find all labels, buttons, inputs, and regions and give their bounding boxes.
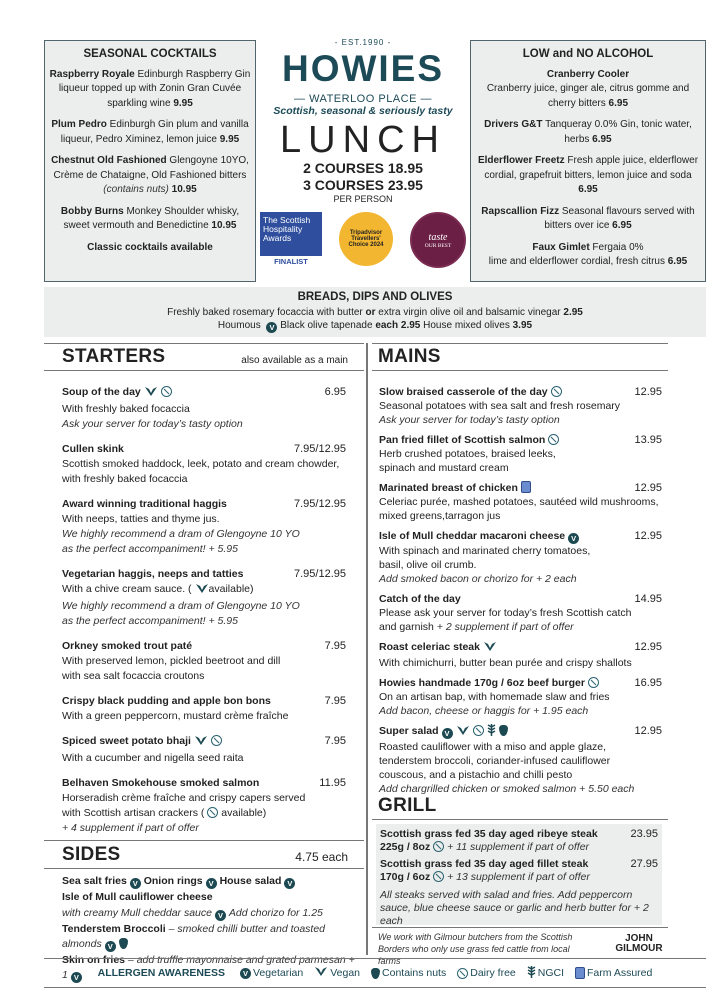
farm-assured-icon — [521, 481, 531, 493]
dish-name: Marinated breast of chicken — [379, 481, 531, 495]
bold-text: Raspberry Royale — [49, 68, 135, 80]
bold-text: 9.95 — [219, 133, 240, 145]
menu-item — [379, 433, 662, 475]
text: available) — [208, 583, 254, 595]
italic-text: Ask your server for today’s tasty option — [379, 414, 560, 426]
section-subtitle: also available as a main — [241, 355, 348, 366]
italic-text: with creamy Mull cheddar sauce — [62, 907, 212, 919]
italic-text: We highly recommend a dram of Glengoyne 10 YO — [62, 600, 300, 612]
seasonal-cocktails-panel — [44, 40, 256, 282]
menu-line — [475, 154, 701, 198]
italic-text: Ask your server for today’s tasty option — [62, 418, 243, 430]
menu-item — [62, 567, 346, 629]
brand-logo: HOWIES — [281, 48, 445, 89]
dish-description — [379, 704, 662, 718]
menu-line — [49, 154, 251, 198]
bold-text: or — [365, 307, 376, 318]
menu-item — [379, 592, 662, 634]
text: with sea salt focaccia croutons — [62, 670, 205, 682]
dairy-free-icon — [473, 725, 484, 736]
bold-text: Cranberry Cooler — [546, 68, 630, 80]
text: Black olive tapenade — [277, 320, 376, 331]
dish-name: Isle of Mull cheddar macaroni cheese V — [379, 529, 579, 544]
bold-text: 9.95 — [173, 97, 193, 109]
legend-label: Vegetarian — [253, 967, 304, 979]
text: Edinburgh Raspberry Gin liqueur topped up with Zonin Gran Cuvée sparkling wine — [58, 68, 251, 109]
dish-description — [62, 751, 346, 766]
legend-label: Farm Assured — [587, 967, 653, 979]
tripadvisor-text: Tripadvisor Travellers' Choice 2024 — [348, 230, 384, 248]
two-course-price: 2 COURSES 18.95 — [303, 160, 423, 176]
dish-name: Howies handmade 170g / 6oz beef burger — [379, 676, 599, 690]
vegetarian-icon: V — [284, 878, 295, 889]
tripadvisor-badge — [339, 212, 393, 266]
vegetarian-icon: V — [130, 878, 141, 889]
bold-text: Elderflower Freetz — [477, 155, 565, 166]
grill-item — [380, 858, 658, 884]
bold-text: 10.95 — [171, 184, 197, 195]
menu-item — [379, 481, 662, 523]
bold-text: Classic cocktails available — [87, 241, 213, 253]
vegetarian-icon: V — [71, 972, 82, 983]
bold-text: 170g / 6oz — [380, 871, 431, 883]
menu-item — [379, 676, 662, 718]
breads-panel — [44, 287, 706, 337]
legend-label: Dairy free — [470, 967, 516, 979]
dish-description — [379, 399, 662, 413]
text: available) — [218, 807, 267, 819]
text: With freshly baked focaccia — [62, 403, 190, 415]
menu-item — [379, 640, 662, 670]
dish-name: Spiced sweet potato bhaji — [62, 734, 222, 751]
tagline: Scottish, seasonal & seriously tasty — [273, 105, 453, 117]
italic-text: Add chargrilled chicken or smoked salmon + 5.50 each — [379, 783, 635, 795]
grill-note — [380, 889, 658, 928]
starters-heading — [44, 343, 364, 371]
dish-name: Roast celeriac steak — [379, 640, 497, 656]
italic-text: All steaks served with salad and fries. Add peppercorn sauce, blue cheese sauce or garlic and herb butter for + 2 each — [380, 889, 649, 927]
menu-item — [379, 724, 662, 796]
menu-item — [62, 639, 346, 684]
dish-price: 7.95 — [324, 695, 346, 707]
menu-item — [62, 734, 346, 766]
text: Tanqueray 0.0% Gin, tonic water, herbs — [542, 119, 692, 145]
dairy-free-icon — [207, 807, 218, 818]
text: Seasonal flavours served with bitters over ice — [544, 205, 695, 231]
section-title: SIDES — [62, 844, 121, 865]
farm-assured-icon — [575, 967, 585, 979]
text: With chimichurri, butter bean purée and crispy shallots — [379, 657, 632, 669]
dish-price: 6.95 — [324, 386, 346, 398]
dairy-free-icon — [551, 386, 562, 397]
text: With neeps, tatties and thyme jus. — [62, 513, 220, 525]
dish-name: Scottish grass fed 35 day aged ribeye steak — [380, 828, 598, 840]
vegetarian-icon: V — [266, 322, 277, 333]
text: with freshly baked focaccia — [62, 473, 188, 485]
text: couscous, and a pistachio and chilli pesto — [379, 769, 573, 781]
dish-description — [62, 512, 346, 527]
three-course-price: 3 COURSES 23.95 — [303, 177, 423, 193]
dish-description — [379, 620, 662, 634]
bold-text: Isle of Mull cauliflower cheese — [62, 891, 213, 903]
dish-name: Scottish grass fed 35 day aged fillet steak — [380, 858, 589, 870]
dish-name: Soup of the day — [62, 385, 172, 402]
dish-price: 12.95 — [634, 530, 662, 542]
menu-item — [379, 529, 662, 586]
dish-price: 27.95 — [630, 858, 658, 870]
vegetarian-icon: V — [442, 728, 453, 739]
menu-line — [49, 241, 251, 256]
dish-description — [379, 656, 662, 670]
text: lime and elderflower cordial, fresh citrus — [488, 256, 668, 267]
text: With preserved lemon, pickled beetroot and dill — [62, 655, 281, 667]
legend-label: Contains nuts — [382, 967, 447, 979]
sides-heading — [44, 840, 364, 869]
text: basil, olive oil crumb. — [379, 559, 477, 571]
dish-description — [379, 754, 662, 768]
dish-price: 13.95 — [634, 434, 662, 446]
section-title: STARTERS — [62, 346, 166, 367]
bold-text: Sea salt fries — [62, 875, 127, 887]
italic-text: as the perfect accompaniment! + 5.95 — [62, 543, 238, 555]
taste-sub: OUR BEST — [424, 242, 452, 249]
italic-text: (contains nuts) — [103, 184, 169, 195]
menu-item — [62, 442, 346, 487]
dish-name: Super salad V — [379, 724, 508, 740]
legend-item — [524, 966, 564, 981]
menu-line — [62, 890, 362, 905]
menu-item — [379, 385, 662, 427]
grill-panel — [376, 824, 662, 925]
text: spinach and mustard cream — [379, 462, 509, 474]
nut-icon — [371, 968, 380, 979]
vegetarian-icon: V — [240, 968, 251, 979]
dish-name: Crispy black pudding and apple bon bons — [62, 695, 271, 707]
dish-name: Slow braised casserole of the day — [379, 385, 562, 399]
lowalc-title: LOW and NO ALCOHOL — [522, 48, 654, 60]
bold-text: 225g / 8oz — [380, 841, 431, 853]
dish-description — [62, 457, 346, 472]
dish-description — [62, 791, 346, 806]
text: Horseradish crème fraîche and crispy capers served — [62, 792, 306, 804]
text: With a cucumber and nigella seed raita — [62, 752, 244, 764]
dairy-free-icon — [548, 434, 559, 445]
dish-description — [379, 768, 662, 782]
dairy-free-icon — [588, 677, 599, 688]
vegetarian-icon: V — [206, 878, 217, 889]
menu-item — [62, 497, 346, 557]
header — [256, 38, 470, 268]
dish-price: 7.95/12.95 — [294, 443, 346, 455]
bold-text: Rapscallion Fizz — [481, 205, 560, 217]
dish-price: 14.95 — [634, 593, 662, 605]
menu-line — [49, 118, 251, 147]
dish-name: Award winning traditional haggis — [62, 498, 227, 510]
dish-price: 12.95 — [634, 725, 662, 737]
dish-price: 12.95 — [634, 482, 662, 494]
dish-description — [62, 542, 346, 557]
dish-description — [62, 654, 346, 669]
bold-text: 2.95 — [563, 307, 583, 318]
dish-description — [62, 402, 346, 417]
vegan-icon — [195, 583, 209, 599]
dish-description — [62, 821, 346, 836]
italic-text: – smoked chilli butter and toasted almonds — [62, 923, 326, 950]
dish-description — [62, 472, 346, 487]
hospitality-awards-badge — [260, 212, 322, 266]
dish-name: Catch of the day — [379, 593, 461, 605]
column-divider — [366, 343, 368, 955]
dairy-free-icon — [211, 735, 222, 746]
taste-our-best-badge — [410, 212, 466, 268]
dairy-free-icon — [433, 841, 444, 852]
text: With spinach and marinated cherry tomatoes, — [379, 545, 591, 557]
text: Fresh apple juice, elderflower cordial, grapefruit bitters, lemon juice and soda — [484, 155, 699, 181]
cocktails-title: SEASONAL COCKTAILS — [83, 48, 217, 60]
menu-line — [48, 319, 702, 333]
legend-item — [454, 967, 516, 979]
low-no-alcohol-panel — [470, 40, 706, 282]
text: Scottish smoked haddock, leek, potato and cream chowder, — [62, 458, 340, 470]
grill-weight — [380, 871, 658, 884]
menu-line — [475, 205, 701, 234]
dish-price: 16.95 — [634, 677, 662, 689]
dish-name: Cullen skink — [62, 443, 124, 455]
text: Fergaia 0% — [589, 241, 644, 253]
supplier-note — [372, 927, 668, 966]
dish-price: 7.95/12.95 — [294, 568, 346, 580]
menu-item — [62, 776, 346, 836]
dairy-free-icon — [457, 968, 468, 979]
dish-price: 12.95 — [634, 386, 662, 398]
menu-line — [48, 306, 702, 319]
nut-icon — [119, 938, 128, 949]
text: With a chive cream sauce. ( — [62, 583, 192, 595]
text: Roasted cauliflower with a miso and apple glaze, — [379, 741, 607, 753]
dish-description — [62, 669, 346, 684]
italic-text: Add bacon, cheese or haggis for + 1.95 each — [379, 705, 589, 717]
dish-description — [379, 447, 662, 461]
bold-text: Skin on fries — [62, 954, 126, 966]
dish-description — [379, 558, 662, 572]
menu-line — [49, 68, 251, 112]
bold-text: 6.95 — [578, 184, 598, 195]
legend-label: NGCI — [537, 967, 564, 979]
ngci-icon — [487, 724, 496, 740]
allergen-legend — [44, 958, 706, 988]
text: Glengoyne 10YO, Crème de Chataigne, Old Fashioned bitters — [53, 155, 249, 181]
legend-item — [368, 967, 446, 979]
dish-description — [379, 572, 662, 586]
vegetarian-icon: V — [105, 941, 116, 952]
text: Please ask your server for today’s fresh Scottish catch — [379, 607, 632, 619]
dish-description — [62, 527, 346, 542]
dish-description — [379, 740, 662, 754]
dish-price: 23.95 — [630, 828, 658, 840]
dish-description — [62, 417, 346, 432]
dish-description — [62, 806, 346, 821]
vegan-icon — [314, 966, 328, 980]
starters-list — [62, 385, 346, 846]
ngci-icon — [527, 966, 536, 981]
dish-description — [379, 413, 662, 427]
menu-line — [475, 241, 701, 270]
text: Cranberry juice, ginger ale, citrus gomme and cherry bitters — [486, 83, 690, 109]
menu-line — [62, 874, 362, 889]
text: extra virgin olive oil and balsamic vinegar — [375, 307, 564, 318]
bold-text: Onion rings — [143, 875, 203, 887]
dish-description — [379, 495, 662, 509]
dish-price: 7.95/12.95 — [294, 498, 346, 510]
legend-item — [237, 967, 303, 979]
menu-line — [475, 68, 701, 112]
italic-text: + 11 supplement if part of offer — [444, 841, 590, 853]
menu-line — [62, 922, 362, 952]
text: Seasonal potatoes with sea salt and fresh rosemary — [379, 400, 621, 412]
dish-name: Belhaven Smokehouse smoked salmon — [62, 777, 260, 789]
italic-text: Add smoked bacon or chorizo for + 2 each — [379, 573, 577, 585]
finalist-label: FINALIST — [260, 256, 322, 267]
dish-price: 12.95 — [634, 641, 662, 653]
text: tenderstem broccoli, coriander-infused cauliflower — [379, 755, 611, 767]
john-gilmour-logo: JOHN GILMOUR — [615, 933, 663, 954]
bold-text: Chestnut Old Fashioned — [51, 155, 167, 166]
legend-item — [572, 967, 652, 979]
dish-description — [379, 509, 662, 523]
dairy-free-icon — [161, 386, 172, 397]
bold-text: 10.95 — [211, 220, 237, 231]
dish-name: Pan fried fillet of Scottish salmon — [379, 433, 559, 447]
per-person: PER PERSON — [333, 194, 393, 204]
bold-text: Tenderstem Broccoli — [62, 923, 166, 935]
bold-text: 6.95 — [592, 133, 612, 145]
mains-list — [379, 385, 662, 802]
menu-item — [62, 385, 346, 432]
dairy-free-icon — [433, 871, 444, 882]
dish-name: Vegetarian haggis, neeps and tatties — [62, 568, 244, 580]
italic-text: We highly recommend a dram of Glengoyne 10 YO — [62, 528, 300, 540]
bold-text: each 2.95 — [375, 320, 421, 331]
dish-price: 11.95 — [319, 777, 346, 789]
italic-text: – add truffle mayonnaise and grated parmesan + 1 — [62, 954, 355, 981]
bold-text: 3.95 — [512, 320, 533, 331]
dish-description — [379, 606, 662, 620]
text: with Scottish artisan crackers ( — [62, 807, 205, 819]
italic-text: as the perfect accompaniment! + 5.95 — [62, 615, 238, 627]
dish-description — [62, 709, 346, 724]
text: Edinburgh Gin plum and vanilla liqueur, Pedro Ximinez, lemon juice — [60, 119, 249, 145]
text: mixed greens,tarragon jus — [379, 510, 501, 522]
established: - EST.1990 - — [334, 38, 392, 47]
italic-text: Add chorizo for 1.25 — [228, 907, 323, 919]
badge-text: The Scottish Hospitality Awards — [263, 215, 311, 243]
dish-description — [379, 461, 662, 475]
text: Herb crushed potatoes, braised leeks, — [379, 448, 556, 460]
bold-text: 6.95 — [608, 97, 629, 109]
bold-text: Faux Gimlet — [532, 241, 590, 253]
dish-description — [379, 544, 662, 558]
italic-text: + 13 supplement if part of offer — [444, 871, 590, 883]
breads-title: BREADS, DIPS AND OLIVES — [297, 291, 453, 303]
bold-text: 6.95 — [667, 256, 688, 267]
legend-item — [311, 966, 360, 980]
dish-description — [62, 582, 346, 599]
vegetarian-icon: V — [215, 910, 226, 921]
grill-weight — [380, 841, 658, 854]
menu-line — [49, 205, 251, 234]
grill-heading — [372, 792, 668, 820]
bold-text: House salad — [219, 875, 282, 887]
dish-description — [62, 614, 346, 629]
text: and garnish — [379, 621, 437, 633]
supplier-text: We work with Gilmour butchers from the Scottish Borders who only use grass fed cattle from local farms — [378, 932, 573, 966]
dish-description — [379, 690, 662, 704]
text: With a green peppercorn, mustard crème fraîche — [62, 710, 289, 722]
dish-price: 7.95 — [324, 735, 346, 747]
vegan-icon — [483, 641, 497, 656]
text: On an artisan bap, with homemade slaw and fries — [379, 691, 610, 703]
vegetarian-icon: V — [568, 533, 579, 544]
allergen-title: ALLERGEN AWARENESS — [97, 967, 225, 979]
grill-item — [380, 828, 658, 854]
bold-text: Plum Pedro — [51, 119, 107, 130]
bold-text: Drivers G&T — [484, 119, 543, 130]
text: Houmous — [217, 320, 264, 331]
text: House mixed olives — [420, 320, 513, 331]
text: Celeriac purée, mashed potatoes, sautéed wild mushrooms, — [379, 496, 659, 508]
section-title: MAINS — [378, 346, 441, 367]
menu-line — [475, 118, 701, 147]
section-title: GRILL — [378, 795, 437, 816]
text: Freshly baked rosemary focaccia with butter — [167, 307, 366, 318]
menu-title: LUNCH — [280, 119, 446, 161]
taste-text: taste — [428, 231, 448, 243]
dish-name: Orkney smoked trout paté — [62, 640, 193, 652]
menu-item — [62, 694, 346, 724]
text: Monkey Shoulder whisky, sweet vermouth and Benedictine — [63, 205, 240, 231]
dish-description — [62, 599, 346, 614]
nut-icon — [499, 725, 508, 736]
italic-text: + 4 supplement if part of offer — [62, 822, 199, 834]
mains-heading — [372, 343, 668, 371]
legend-label: Vegan — [330, 967, 361, 979]
vegan-icon — [456, 725, 470, 740]
vegan-icon — [194, 735, 208, 751]
sides-price: 4.75 each — [295, 850, 348, 864]
dish-price: 7.95 — [324, 640, 346, 652]
italic-text: + 2 supplement if part of offer — [436, 621, 574, 633]
bold-text: 6.95 — [612, 220, 632, 231]
bold-text: Bobby Burns — [60, 205, 124, 217]
location: — WATERLOO PLACE — — [294, 93, 432, 105]
menu-line — [62, 906, 362, 921]
vegan-icon — [144, 386, 158, 402]
